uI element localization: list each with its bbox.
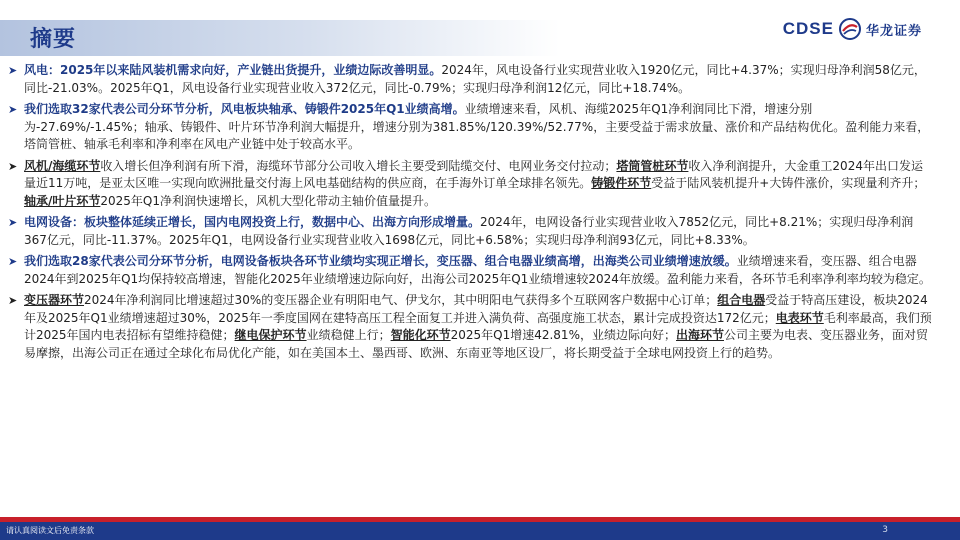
title-background (0, 20, 560, 56)
segment-text: 业绩稳健上行； (306, 328, 391, 342)
segment-text: 受益于特高压建设，板块2024年及2025年Q1业绩增速超过30%，2025年一季度国网在建特高压工程全面复工并进入满负荷、高强度施工状态，累计完成投资达172亿元； (24, 293, 928, 325)
segment-text: 受益于陆风装机提升+大铸件涨价，实现量利齐升； (651, 176, 926, 190)
segment-label: 继电保护环节 (234, 328, 307, 342)
bullet-heading: 我们选取28家代表公司分环节分析，电网设备板块各环节业绩均实现正增长，变压器、组合电器业绩高增，出海类公司业绩增速放缓。 (24, 254, 737, 268)
footer-blue-band (0, 522, 960, 540)
segment-text: 2024年净利润同比增速超过30%的变压器企业有明阳电气、伊戈尔，其中明阳电气获得多个互联网客户数据中心订单； (84, 293, 718, 307)
segment-text: 毛利率最高，我们预计2025年国内电表招标有望维持稳健； (24, 310, 932, 342)
segment-label: 出海环节 (675, 328, 724, 342)
segment-label: 风机/海缆环节 (24, 158, 101, 173)
segment-label: 智能化环节 (390, 328, 451, 342)
segment-text: 2025年Q1净利润快速增长，风机大型化带动主轴价值量提升。 (100, 193, 437, 208)
company-logo (783, 18, 922, 40)
footer (0, 517, 960, 540)
arrow-bullet-icon: ➤ (8, 294, 18, 307)
arrow-bullet-icon: ➤ (8, 159, 18, 173)
arrow-bullet-icon: ➤ (8, 216, 18, 229)
bullet-heading: 电网设备：板块整体延续正增长，国内电网投资上行，数据中心、出海方向形成增量。 (24, 215, 481, 229)
bullet-wind-segments (6, 101, 932, 154)
segment-label: 铸锻件环节 (591, 176, 652, 190)
segment-label: 变压器环节 (24, 293, 85, 307)
summary-content (6, 62, 932, 366)
bullet-grid-segments (6, 253, 932, 288)
bullet-body: 业绩增速来看，变压器、组合电器2024年到2025年Q1均保持较高增速，智能化2025年业绩增速边际向好，出海公司2025年Q1业绩增速较2024年放缓。盈利能力来看，各环节毛利率净利率均较为稳定。 (24, 254, 931, 286)
bullet-wind-details (6, 158, 932, 211)
page-title: 摘要 (30, 27, 77, 52)
segment-label: 轴承/叶片环节 (24, 193, 101, 208)
bullet-heading: 我们选取32家代表公司分环节分析，风电板块轴承、铸锻件2025年Q1业绩高增。 (24, 102, 465, 116)
title-bar (0, 0, 960, 56)
segment-label: 塔筒管桩环节 (616, 158, 689, 173)
page-number: 3 (882, 525, 888, 535)
logo-text-cn: 华龙证券 (865, 23, 922, 39)
logo-text-en: CDSE (782, 19, 834, 38)
arrow-bullet-icon: ➤ (8, 64, 18, 77)
bullet-grid-details (6, 292, 932, 362)
logo-mark-icon (839, 18, 861, 40)
segment-label: 组合电器 (717, 293, 766, 307)
segment-text: 2025年Q1增速42.81%，业绩边际向好； (450, 328, 676, 342)
arrow-bullet-icon: ➤ (8, 255, 18, 268)
arrow-bullet-icon: ➤ (8, 103, 18, 116)
bullet-body: 2024年，电网设备行业实现营业收入7852亿元，同比+8.21%；实现归母净利润367亿元，同比-11.37%。2025年Q1，电网设备行业实现营业收入1698亿元，同比+6.58%；实现归母净利润93亿元，同比+8.33%。 (24, 215, 914, 247)
segment-text: 收入净利润提升，大金重工2024年出口发运量近11万吨，是亚太区唯一实现向欧洲批量交付海上风电基础结构的供应商，在手海外订单全球排名领先。 (24, 158, 923, 190)
segment-label: 电表环节 (775, 310, 824, 325)
bullet-grid-overview (6, 214, 932, 249)
disclaimer-text: 请认真阅读文后免责条款 (6, 526, 94, 535)
segment-text: 收入增长但净利润有所下滑，海缆环节部分公司收入增长主要受到陆缆交付、电网业务交付拉动； (100, 158, 617, 173)
bullet-body: 2024年，风电设备行业实现营业收入1920亿元，同比+4.37%；实现归母净利润58亿元，同比-21.03%。2025年Q1，风电设备行业实现营业收入372亿元，同比-0.79%；实现归母净利润12亿元，同比+18.74%。 (24, 63, 926, 95)
segment-text: 公司主要为电表、变压器业务，面对贸易摩擦，出海公司正在通过全球化布局优化产能，如在美国本土、墨西哥、欧洲、东南亚等地区设厂，将长期受益于全球电网投资上行的趋势。 (24, 328, 929, 360)
bullet-body: 业绩增速来看，风机、海缆2025年Q1净利润同比下滑，增速分别为-27.69%/-1.45%；轴承、铸锻件、叶片环节净利润大幅提升，增速分别为381.85%/120.39%/52.77%，主要受益于需求放量、涨价和产品结构优化。盈利能力来看，塔筒管桩、轴承毛利率和净利率在风电产业链中处于较高水平。 (24, 102, 930, 151)
bullet-heading: 风电：2025年以来陆风装机需求向好，产业链出货提升，业绩边际改善明显。 (24, 63, 442, 77)
bullet-wind-overview (6, 62, 932, 97)
